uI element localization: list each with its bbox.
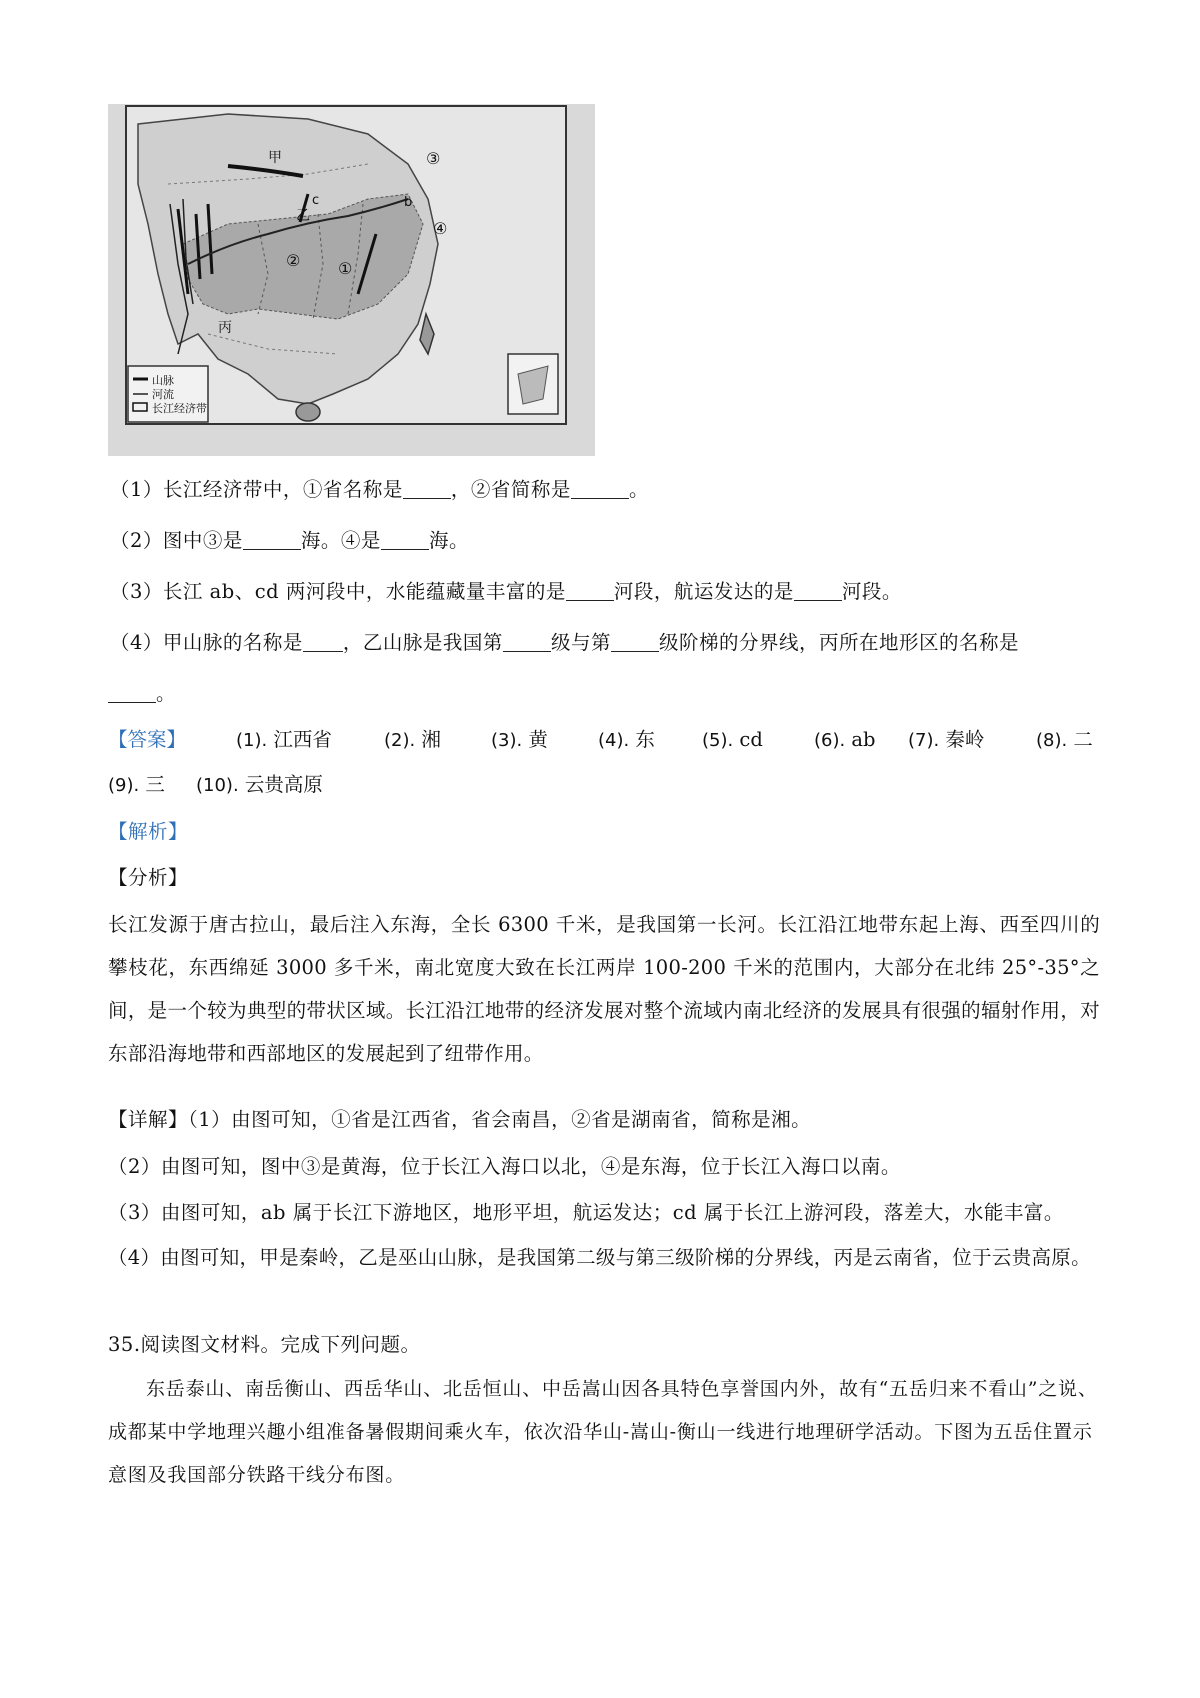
answer-tag: 【答案】: [108, 728, 187, 751]
blank: [566, 580, 614, 601]
yangtze-economic-belt-map: [108, 104, 595, 456]
label-bing: 丙: [218, 320, 232, 336]
answer-row-2: [108, 771, 1100, 799]
label-sea-4: ④: [433, 219, 448, 238]
label-province-2: ②: [286, 251, 301, 270]
fenxi-paragraph: 长江发源于唐古拉山，最后注入东海，全长 6300 千米，是我国第一长河。长江沿江地带东起上海、西至四川的攀枝花，东西绵延 3000 多千米，南北宽度大致在长江两岸 100-200 千米的范围内，大部分在北纬 25°-35°之间，是一个较为典型的带状区域。长江沿江地带的经济发展对整个流域内南北经济的发展具有很强的辐射作用，对东部沿海地带和西部地区的发展起到了纽带作用。: [108, 913, 1100, 1065]
answer-item: (2). 湘: [384, 728, 441, 751]
blank: [243, 529, 301, 550]
answer-item: (10). 云贵高原: [196, 773, 323, 796]
blank: [611, 631, 659, 652]
xiangjie-3: （3）由图可知，ab 属于长江下游地区，地形平坦，航运发达；cd 属于长江上游河段，落差大，水能丰富。: [108, 1201, 1064, 1224]
label-province-1: ①: [338, 259, 353, 278]
question-35-material: 东岳泰山、南岳衡山、西岳华山、北岳恒山、中岳嵩山因各具特色享誉国内外，故有“五岳归来不看山”之说、成都某中学地理兴趣小组准备暑假期间乘火车，依次沿华山-嵩山-衡山一线进行地理研学活动。下图为五岳住置示意图及我国部分铁路干线分布图。: [108, 1378, 1098, 1486]
label-jia: 甲: [268, 150, 282, 166]
label-b: b: [404, 195, 413, 210]
xiangjie-2: （2）由图可知，图中③是黄海，位于长江入海口以北，④是东海，位于长江入海口以南。: [108, 1155, 901, 1178]
label-yi: 乙: [296, 208, 310, 224]
blank: [403, 478, 451, 499]
xiangjie-4: （4）由图可知，甲是秦岭，乙是巫山山脉，是我国第二级与第三级阶梯的分界线，丙是云南省，位于云贵高原。: [108, 1246, 1091, 1269]
blank: [303, 631, 343, 652]
analysis-tag: 【解析】: [108, 820, 189, 843]
map-svg: [108, 104, 595, 456]
legend-belt: 长江经济带: [152, 402, 207, 415]
question-35-title: 35.阅读图文材料。完成下列问题。: [108, 1333, 421, 1356]
xiangjie-1: 【详解】（1）由图可知，①省是江西省，省会南昌，②省是湖南省，简称是湘。: [108, 1108, 812, 1131]
answer-item: (8). 二: [1036, 728, 1093, 751]
label-sea-3: ③: [426, 149, 441, 168]
answer-item: (5). cd: [702, 728, 763, 751]
blank: [381, 529, 429, 550]
blank: [571, 478, 629, 499]
question-3: （3）长江 ab、cd 两河段中，水能蕴藏量丰富的是 河段，航运发达的是 河段。: [110, 580, 902, 603]
question-4-continued: 。: [108, 680, 176, 708]
answer-row-1: [108, 726, 1100, 754]
legend-river: 河流: [152, 388, 174, 401]
answer-item: (1). 江西省: [236, 728, 332, 751]
fenxi-tag: 【分析】: [108, 866, 189, 889]
blank: [794, 580, 842, 601]
question-4: （4）甲山脉的名称是 ，乙山脉是我国第 级与第 级阶梯的分界线，丙所在地形区的名称是: [110, 631, 1019, 654]
answer-item: (4). 东: [598, 728, 655, 751]
label-c: c: [312, 193, 320, 208]
answer-item: (9). 三: [108, 773, 165, 796]
legend-mountain: 山脉: [152, 374, 174, 387]
blank: [503, 631, 551, 652]
question-1: （1）长江经济带中，①省名称是 ，②省简称是 。: [110, 478, 649, 501]
answer-item: (6). ab: [814, 728, 876, 751]
answer-item: (7). 秦岭: [908, 728, 985, 751]
blank: [108, 682, 156, 703]
answer-item: (3). 黄: [491, 728, 548, 751]
question-2: （2）图中③是 海。④是 海。: [110, 529, 469, 552]
